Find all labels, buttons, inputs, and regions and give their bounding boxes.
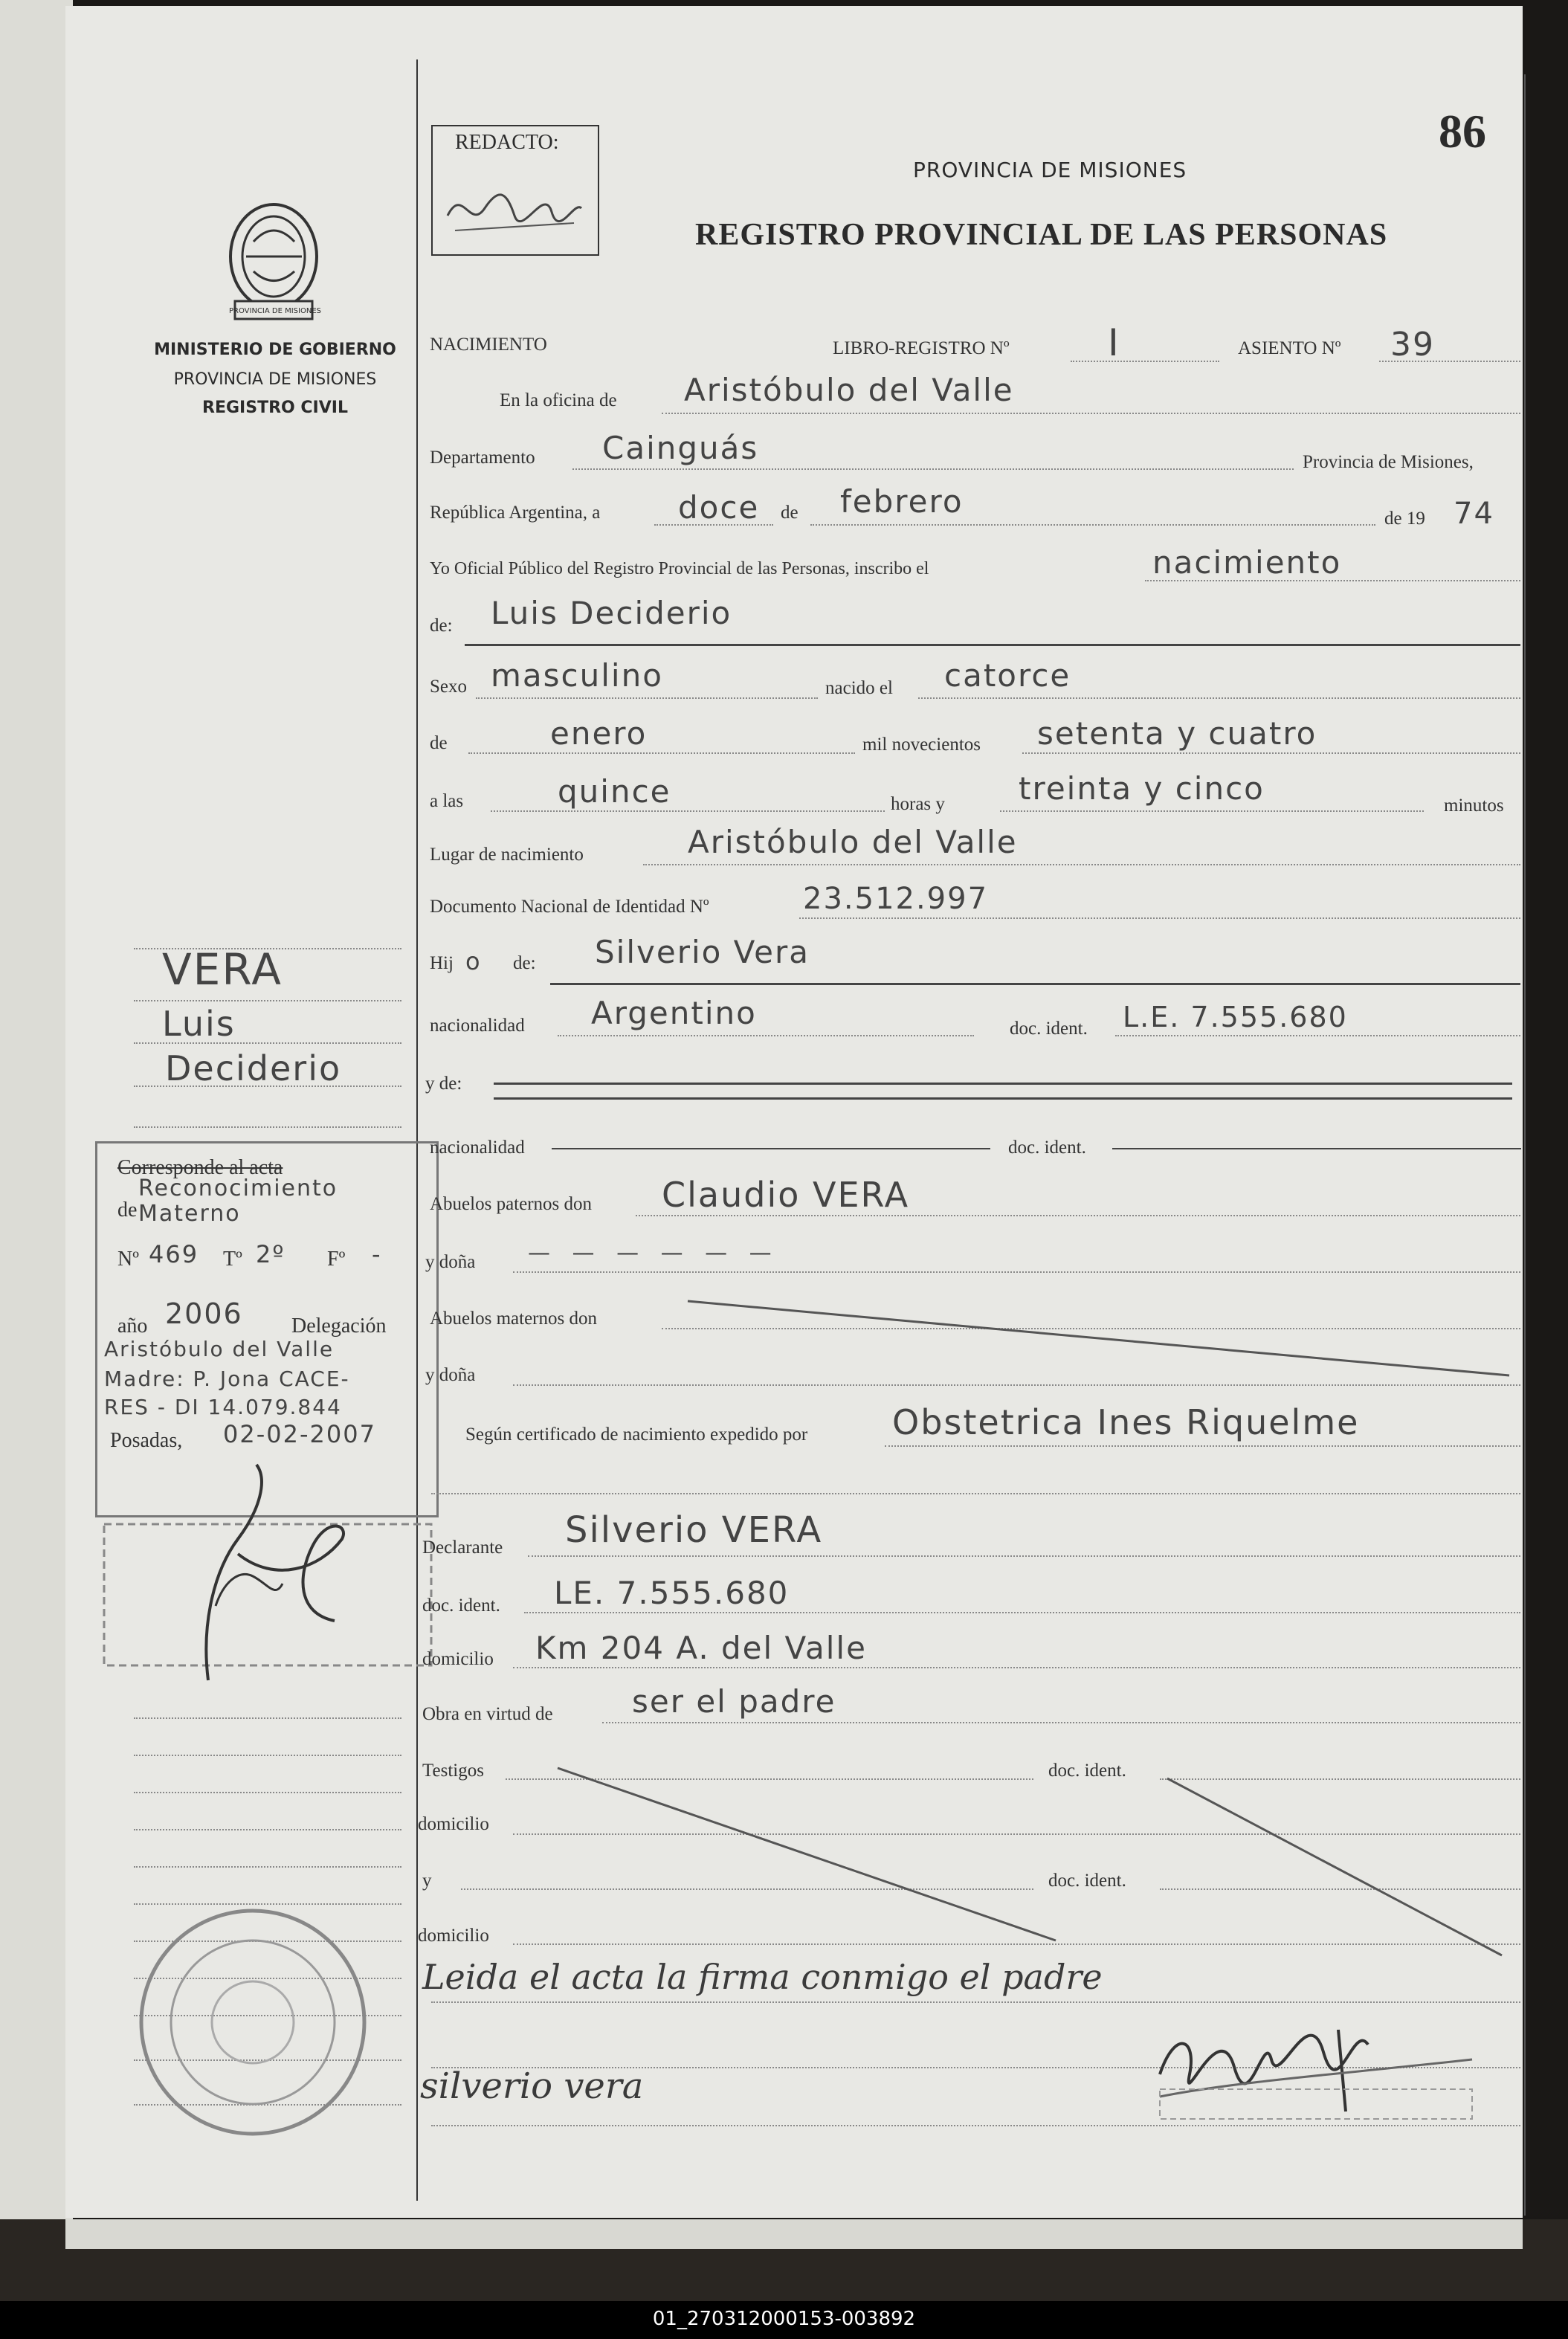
officer-signature-icon xyxy=(1145,1985,1487,2141)
stamp-tomo-value: 2º xyxy=(256,1240,285,1268)
stamp-madre-dni: RES - DI 14.079.844 xyxy=(104,1395,342,1419)
dona2-label: y doña xyxy=(425,1365,476,1385)
stamp-posadas-label: Posadas, xyxy=(110,1429,183,1452)
abuelos-maternos-label: Abuelos maternos don xyxy=(430,1309,597,1329)
dona-label: y doña xyxy=(425,1252,476,1272)
footer-code: 01_270312000153-003892 xyxy=(652,2308,916,2330)
oficial-value: nacimiento xyxy=(1152,544,1342,581)
dni-value: 23.512.997 xyxy=(803,882,989,916)
domicilio-value: Km 204 A. del Valle xyxy=(535,1630,867,1666)
docident3-value: LE. 7.555.680 xyxy=(554,1575,790,1611)
left-page-edge xyxy=(0,0,73,2260)
stamp-acta-type: Reconocimiento Materno xyxy=(138,1175,338,1227)
birth-month-value: enero xyxy=(550,715,648,752)
segun-value: Obstetrica Ines Riquelme xyxy=(892,1402,1360,1442)
oficina-label: En la oficina de xyxy=(500,390,617,410)
child-name-value: Luis Deciderio xyxy=(491,595,732,631)
de2-label: de: xyxy=(430,616,453,636)
stamp-numero-value: 469 xyxy=(149,1240,199,1268)
segun-label: Según certificado de nacimiento expedido por xyxy=(465,1425,808,1445)
margin-divider xyxy=(416,59,418,2201)
stamp-madre: Madre: P. Jona CACE- xyxy=(104,1367,350,1391)
stamp-date-value: 02-02-2007 xyxy=(223,1420,376,1448)
redacto-label: REDACTO: xyxy=(455,131,559,154)
domicilio2-label: domicilio xyxy=(418,1814,489,1834)
circular-official-seal-icon xyxy=(126,1903,387,2149)
domicilio3-label: domicilio xyxy=(418,1926,489,1946)
stamp-ano-value: 2006 xyxy=(165,1297,243,1330)
libro-registro-label: LIBRO-REGISTRO Nº xyxy=(833,338,1010,358)
abuelos-paternos-label: Abuelos paternos don xyxy=(430,1194,593,1214)
horas-label: horas y xyxy=(891,794,945,814)
stamp-numero-label: Nº xyxy=(117,1248,139,1271)
dona-value: — — — — — — xyxy=(528,1240,779,1266)
docident2-label: doc. ident. xyxy=(1008,1138,1086,1158)
alas-value: quince xyxy=(558,773,671,810)
hijo-suffix: o xyxy=(465,947,482,975)
obra-value: ser el padre xyxy=(632,1683,836,1720)
oficina-value: Aristóbulo del Valle xyxy=(684,372,1014,408)
nacido-value: catorce xyxy=(944,657,1071,694)
strike-line-abuelos-maternos xyxy=(684,1294,1517,1383)
closing-text: Leida el acta la firma conmigo el padre xyxy=(422,1957,1103,1997)
declarante-label: Declarante xyxy=(422,1538,503,1558)
province-seal-icon xyxy=(220,197,327,323)
asiento-label: ASIENTO Nº xyxy=(1238,338,1341,358)
oficial-text: Yo Oficial Público del Registro Provincial de las Personas, inscribo el xyxy=(430,559,929,578)
sexo-value: masculino xyxy=(491,657,663,694)
docident-label: doc. ident. xyxy=(1010,1019,1088,1039)
declarante-value: Silverio VERA xyxy=(565,1509,823,1551)
nacido-label: nacido el xyxy=(825,678,893,698)
sexo-label: Sexo xyxy=(430,677,467,697)
margin-first-name: Luis xyxy=(162,1004,236,1044)
yde-label: y de: xyxy=(425,1074,462,1094)
padre-value: Silverio Vera xyxy=(595,934,810,970)
hijo-label: Hij xyxy=(430,953,454,973)
hijo-de-label: de: xyxy=(513,953,536,973)
year-value: 74 xyxy=(1454,497,1494,531)
y-label: y xyxy=(422,1871,432,1891)
docident-value: L.E. 7.555.680 xyxy=(1123,1001,1348,1033)
signature-silverio: silverio vera xyxy=(420,2065,644,2107)
asiento-value: 39 xyxy=(1390,326,1435,364)
day-value: doce xyxy=(678,489,760,526)
year-label: de 19 xyxy=(1384,509,1425,529)
ministry-line1: MINISTERIO DE GOBIERNO xyxy=(154,341,396,359)
lugar-label: Lugar de nacimiento xyxy=(430,845,584,865)
alas-label: a las xyxy=(430,791,464,811)
mil-value: setenta y cuatro xyxy=(1037,715,1317,752)
stamp-de-label: de xyxy=(117,1198,138,1222)
provincia-suffix: Provincia de Misiones, xyxy=(1303,452,1474,472)
testigos-label: Testigos xyxy=(422,1761,484,1781)
dni-label: Documento Nacional de Identidad Nº xyxy=(430,897,709,917)
lugar-value: Aristóbulo del Valle xyxy=(688,824,1018,860)
strike-lines-testigos xyxy=(550,1762,1517,1963)
nacimiento-label: NACIMIENTO xyxy=(430,335,547,355)
redacto-signature-icon xyxy=(440,171,589,245)
stamp-delegacion-label: Delegación xyxy=(291,1314,387,1338)
margin-signature-icon xyxy=(97,1435,439,1732)
redacto-box xyxy=(431,125,599,256)
horas-value: treinta y cinco xyxy=(1019,770,1265,807)
obra-label: Obra en virtud de xyxy=(422,1704,553,1724)
libro-registro-value: I xyxy=(1108,321,1120,364)
departamento-label: Departamento xyxy=(430,448,535,468)
seal-ribbon-text: PROVINCIA DE MISIONES xyxy=(229,307,321,315)
month-value: febrero xyxy=(840,483,964,520)
mil-label: mil novecientos xyxy=(862,735,981,755)
right-page-border xyxy=(1524,74,1526,2216)
stamp-ano-label: año xyxy=(117,1314,148,1338)
nacionalidad-label: nacionalidad xyxy=(430,1016,525,1036)
header-registry: REGISTRO PROVINCIAL DE LAS PERSONAS xyxy=(695,218,1388,252)
docident5-label: doc. ident. xyxy=(1048,1871,1126,1891)
minutos-label: minutos xyxy=(1444,796,1504,816)
domicilio-label: domicilio xyxy=(422,1649,494,1669)
stamp-delegacion-value: Aristóbulo del Valle xyxy=(104,1337,335,1361)
nacionalidad2-label: nacionalidad xyxy=(430,1138,525,1158)
stamp-tomo-label: Tº xyxy=(223,1248,242,1271)
republica-label: República Argentina, a xyxy=(430,503,601,523)
ministry-line3: REGISTRO CIVIL xyxy=(202,399,348,417)
stamp-folio-value: - xyxy=(372,1240,382,1268)
stamp-line1: Corresponde al acta xyxy=(117,1156,283,1179)
header-province: PROVINCIA DE MISIONES xyxy=(913,158,1187,182)
ministry-line2: PROVINCIA DE MISIONES xyxy=(173,370,377,389)
margin-second-name: Deciderio xyxy=(165,1048,342,1088)
docident4-label: doc. ident. xyxy=(1048,1761,1126,1781)
page-number: 86 xyxy=(1439,105,1486,158)
margin-surname: VERA xyxy=(162,944,283,995)
page-bottom-edge xyxy=(65,2219,1523,2249)
abuelos-paternos-value: Claudio VERA xyxy=(662,1175,910,1215)
date-de-label: de xyxy=(781,503,798,523)
nacionalidad-value: Argentino xyxy=(591,995,757,1031)
departamento-value: Cainguás xyxy=(602,430,759,466)
de3-label: de xyxy=(430,733,448,753)
docident3-label: doc. ident. xyxy=(422,1596,500,1616)
stamp-folio-label: Fº xyxy=(327,1248,346,1271)
